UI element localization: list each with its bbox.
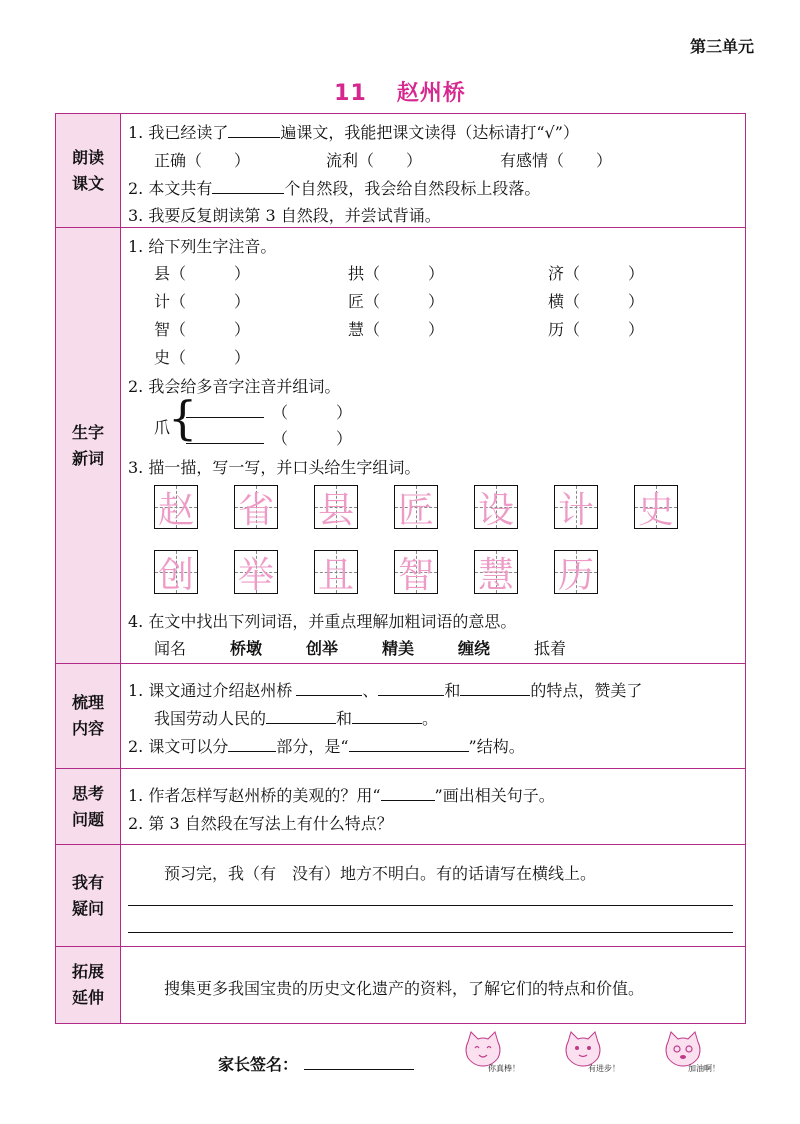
summary-label — [56, 664, 121, 768]
vocab-label — [56, 228, 121, 663]
sign-label: 家长签名： — [218, 1055, 299, 1074]
trace-char: 智 — [397, 554, 434, 596]
trace-grid[interactable] — [394, 550, 438, 594]
text: 部分，是“ — [276, 737, 349, 756]
char: 历 — [548, 320, 565, 339]
word-item: 抵着 — [534, 639, 567, 658]
text: 2. 课文可以分 — [128, 737, 229, 756]
text: 。 — [422, 709, 439, 728]
vocab-q3: 3. 描一描，写一写，并口头给生字组词。 — [128, 458, 421, 477]
word-blank[interactable] — [186, 404, 264, 418]
text: 1. 课文通过介绍赵州桥 — [128, 681, 293, 700]
lesson-number: 11 — [334, 81, 367, 106]
parts-blank[interactable] — [228, 738, 276, 752]
paren: （ ） — [364, 292, 445, 311]
char: 横 — [548, 292, 565, 311]
trace-grid[interactable] — [554, 550, 598, 594]
pinyin-item[interactable] — [154, 261, 250, 284]
text: 2. 本文共有 — [128, 179, 213, 198]
questions-label — [56, 845, 121, 946]
quality-blank-1[interactable] — [266, 710, 336, 724]
label-line: 拓展 — [71, 962, 104, 981]
paren: （ ） — [280, 429, 353, 448]
trace-char: 创 — [157, 554, 194, 596]
extend-label — [56, 947, 121, 1023]
paren: （ ） — [364, 320, 445, 339]
paren: （ ） — [564, 320, 645, 339]
questions-section — [56, 845, 745, 947]
vocab-q4: 4. 在文中找出下列词语，并重点理解加粗词语的意思。 — [128, 612, 517, 631]
char: 济 — [548, 264, 565, 283]
extend-section — [56, 947, 745, 1023]
reading-section — [56, 114, 745, 228]
answer-line-2[interactable] — [128, 932, 733, 933]
paren: （ ） — [280, 403, 353, 422]
polyphone-row-2[interactable] — [186, 426, 352, 449]
trace-char: 设 — [477, 489, 514, 531]
text: ”结构。 — [468, 737, 525, 756]
text: 和 — [444, 681, 461, 700]
pinyin-item[interactable] — [548, 289, 644, 312]
text: 1. 我已经读了 — [128, 123, 229, 142]
summary-line-3 — [128, 734, 525, 757]
pinyin-item[interactable] — [154, 289, 250, 312]
reading-line-1 — [128, 120, 579, 143]
paren: （ ） — [564, 292, 645, 311]
text: 我国劳动人民的 — [154, 709, 267, 728]
word-item-bold: 创举 — [306, 639, 339, 658]
vocab-q1: 1. 给下列生字注音。 — [128, 237, 277, 256]
vocab-q2: 2. 我会给多音字注音并组词。 — [128, 377, 341, 396]
think-label — [56, 769, 121, 844]
word-item-bold: 精美 — [382, 639, 415, 658]
char: 计 — [154, 292, 171, 311]
trace-char: 举 — [237, 554, 274, 596]
trace-char: 计 — [557, 489, 594, 531]
char: 史 — [154, 348, 171, 367]
label-line: 疑问 — [71, 898, 104, 918]
trace-char: 慧 — [477, 554, 514, 596]
label-line: 问题 — [71, 809, 104, 829]
paren: （ ） — [170, 348, 251, 367]
char: 智 — [154, 320, 171, 339]
trace-char: 省 — [237, 489, 274, 531]
trace-char: 县 — [317, 489, 354, 531]
answer-line-1[interactable] — [128, 905, 733, 906]
signature-blank[interactable] — [304, 1056, 414, 1070]
parent-signature — [218, 1052, 414, 1075]
trace-char: 匠 — [397, 489, 434, 531]
summary-section — [56, 664, 745, 769]
word-item-bold: 桥墩 — [230, 639, 263, 658]
polyphone-char: 爪 — [154, 418, 171, 437]
think-section — [56, 769, 745, 845]
unit-label: 第三单元 — [689, 37, 754, 56]
reading-label — [56, 114, 121, 227]
praise-sticker-1[interactable] — [462, 1030, 532, 1074]
pinyin-item[interactable] — [548, 261, 644, 284]
trace-grid[interactable] — [154, 485, 198, 529]
questions-text: 预习完，我（有 没有）地方不明白。有的话请写在横线上。 — [164, 864, 597, 883]
label-line: 内容 — [71, 719, 104, 738]
label-line: 思考 — [71, 783, 104, 803]
trace-grid[interactable] — [634, 485, 678, 529]
structure-blank[interactable] — [349, 738, 469, 752]
char: 拱 — [348, 264, 365, 283]
trace-char: 赵 — [157, 489, 194, 531]
pinyin-item[interactable] — [348, 317, 444, 340]
option-emotion[interactable]: 有感情（ ） — [500, 151, 613, 170]
mark-blank[interactable] — [381, 787, 435, 801]
praise-sticker-3[interactable] — [662, 1030, 732, 1074]
trace-grid[interactable] — [554, 485, 598, 529]
quality-blank-2[interactable] — [352, 710, 422, 724]
think-line-1 — [128, 783, 555, 806]
word-item-bold: 缠绕 — [458, 639, 491, 658]
trace-grid[interactable] — [474, 485, 518, 529]
char: 慧 — [348, 320, 365, 339]
trace-grid[interactable] — [234, 550, 278, 594]
text: 遍课文，我能把课文读得（达标请打“√”） — [280, 123, 579, 142]
text: ”画出相关句子。 — [434, 786, 555, 805]
paren: （ ） — [364, 264, 445, 283]
extend-text: 搜集更多我国宝贵的历史文化遗产的资料，了解它们的特点和价值。 — [164, 979, 645, 998]
paren: （ ） — [170, 264, 251, 283]
sticker-caption: 加油啊！ — [688, 1064, 720, 1073]
pinyin-item[interactable] — [548, 317, 644, 340]
char: 县 — [154, 264, 171, 283]
vocab-section — [56, 228, 745, 664]
summary-line-1 — [128, 678, 642, 701]
brace-icon: { — [168, 391, 198, 445]
label-line: 朗读 — [71, 147, 104, 167]
feature-blank-3[interactable] — [460, 682, 530, 696]
pinyin-item[interactable] — [154, 317, 250, 340]
label-line: 我有 — [71, 872, 104, 892]
feature-blank-1[interactable] — [296, 682, 362, 696]
sticker-caption: 有进步！ — [588, 1064, 620, 1073]
paren: （ ） — [170, 292, 251, 311]
text: 的特点，赞美了 — [530, 681, 643, 700]
label-line: 新词 — [71, 448, 104, 468]
summary-line-2 — [154, 706, 438, 729]
praise-sticker-2[interactable] — [562, 1030, 632, 1074]
text: 和 — [336, 709, 353, 728]
worksheet-table — [55, 113, 746, 1024]
feature-blank-2[interactable] — [378, 682, 444, 696]
label-line: 课文 — [71, 173, 104, 193]
label-line: 生字 — [71, 422, 104, 442]
word-blank[interactable] — [186, 430, 264, 444]
paren: （ ） — [170, 320, 251, 339]
label-line: 延伸 — [71, 988, 104, 1007]
trace-grid[interactable] — [474, 550, 518, 594]
pinyin-item[interactable] — [348, 289, 444, 312]
trace-char: 且 — [317, 554, 354, 596]
paragraph-count-blank[interactable] — [212, 180, 284, 194]
char: 匠 — [348, 292, 365, 311]
option-fluent[interactable]: 流利（ ） — [326, 151, 423, 170]
lesson-title — [0, 76, 800, 107]
pinyin-item[interactable] — [154, 345, 250, 368]
sticker-caption: 你真棒！ — [488, 1064, 520, 1073]
lesson-name: 赵州桥 — [396, 81, 466, 106]
trace-grid[interactable] — [154, 550, 198, 594]
word-item: 闻名 — [154, 639, 187, 658]
text: 1. 作者怎样写赵州桥的美观的？用“ — [128, 786, 381, 805]
trace-char: 历 — [557, 554, 594, 596]
think-line-2: 2. 第 3 自然段在写法上有什么特点？ — [128, 814, 393, 833]
trace-char: 史 — [637, 489, 674, 531]
trace-grid[interactable] — [314, 550, 358, 594]
pinyin-item[interactable] — [348, 261, 444, 284]
option-correct[interactable]: 正确（ ） — [154, 151, 251, 170]
read-count-blank[interactable] — [228, 124, 280, 138]
trace-grid[interactable] — [234, 485, 278, 529]
reading-line-2 — [128, 176, 540, 199]
label-line: 梳理 — [71, 693, 104, 712]
paren: （ ） — [564, 264, 645, 283]
reading-line-3: 3. 我要反复朗读第 3 自然段，并尝试背诵。 — [128, 206, 441, 225]
trace-grid[interactable] — [394, 485, 438, 529]
text: 、 — [362, 681, 379, 700]
trace-grid[interactable] — [314, 485, 358, 529]
polyphone-row-1[interactable] — [186, 400, 352, 423]
text: 个自然段，我会给自然段标上段落。 — [284, 179, 541, 198]
